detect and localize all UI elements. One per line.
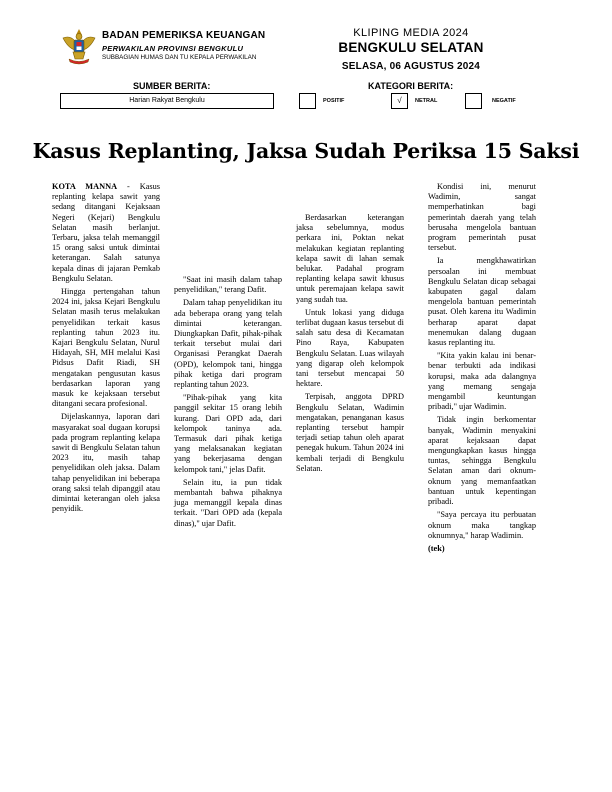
clipping-title: KLIPING MEDIA 2024 [353,27,469,39]
clipping-date: SELASA, 06 AGUSTUS 2024 [341,61,481,72]
organization-block [102,30,265,61]
category-neutral-checkbox: √ [391,93,408,109]
category-positive-checkbox [299,93,316,109]
article-signature: (tek) [428,543,445,553]
article-paragraph: "Pihak-pihak yang kita panggil sekitar 15 orang lebih kurang. Dari OPD ada, dari kelompok taninya ada. Termasuk dari pihak ketiga yang melaksanakan kegiatan yang bekerjasama dengan kelompok tani," jelas Dafit. [174,393,282,474]
article-headline: Kasus Replanting, Jaksa Sudah Periksa 15 Saksi [32,139,580,163]
category-positive-label: POSITIF [323,98,345,104]
clipping-region: BENGKULU SELATAN [338,40,484,55]
clipping-header [336,27,486,72]
article-paragraph: Tidak ingin berkomentar banyak, Wadimin menyakini aparat kejaksaan dapat mengungkapkan kasus hingga tuntas, sehingga Bengkulu Selatan aman dari oknum-oknum yang memanfaatkan bantuan untuk kepentingan pribadi. [428,415,536,507]
article-column-1 [52,182,160,518]
article-paragraph: Kondisi ini, menurut Wadimin, sangat memperhatinkan bagi pemerintah daerah yang telah berusaha mengelola bantuan program pemerintah pusat tersebut. [428,182,536,253]
org-subdivision: SUBBAGIAN HUMAS DAN TU KEPALA PERWAKILAN [102,54,257,61]
article-paragraph: "Saat ini masih dalam tahap penyelidikan," terang Dafit. [174,275,282,295]
article-dateline: KOTA MANNA [52,182,118,191]
source-label: SUMBER BERITA: [133,81,211,91]
article-paragraph: Untuk lokasi yang diduga terlibat dugaan kasus tersebut di salah satu desa di Kecamatan Pino Raya, Kabupaten Bengkulu Selatan. Luas wilayah yang digarap oleh kelompok tani tersebut mencapai 50 hektare. [296,307,404,389]
article-paragraph: "Kita yakin kalau ini benar-benar terbukti ada indikasi korupsi, maka ada dalangnya yang memang sengaja mengambil keuntungan pribadi," ujar Wadimin. [428,351,536,412]
category-neutral-label: NETRAL [415,98,438,104]
article-column-4 [428,182,536,557]
article-paragraph: Hingga pertengahan tahun 2024 ini, jaksa Kejari Bengkulu Selatan masih terus melakukan penyelidikan terkait kasus replanting tahun 2023 itu. Kajari Bengkulu Selatan, Nurul Hidayah, SH, MH melalui Kasi Pidsus Dafit Riadi, SH mengatakan pengusutan kasus berdasarkan laporan yang masuk ke kejaksaan tersebut ditangani secara profesional. [52,287,160,409]
article-paragraph: Dijelaskannya, laporan dari masyarakat soal dugaan korupsi pada program replanting kelapa sawit di Bengkulu Selatan tahun 2023 itu, masih tahap penyelidikan oleh jaksa. Dalam tahap penyelidikan ini beberapa orang saksi telah dipanggil atau dimintai keterangan oleh jaksa penyidik. [52,412,160,514]
article-paragraph: Berdasarkan keterangan jaksa sebelumnya, modus perkara ini, Poktan nekat melakukan kegiatan replanting kelapa sawit di lahan semak belukar. Padahal program replanting kelapa sawit khusus untuk peremajaan kelapa sawit yang sudah tua. [296,213,404,304]
source-value: Harian Rakyat Bengkulu [60,93,274,109]
article-paragraph [428,544,536,554]
org-branch: PERWAKILAN PROVINSI BENGKULU [102,44,244,53]
article-paragraph: KOTA MANNA - Kasus replanting kelapa sawit yang sedang ditangani Kejaksaan Negeri (Kejari) Bengkulu Selatan masih berlanjut. Terbaru, jaksa telah memanggil 15 orang saksi untuk dimintai keterangan. Salah satunya kepala dinas di jajaran Pemkab Bengkulu Selatan. [52,182,160,283]
article-paragraph: Dalam tahap penyelidikan itu ada beberapa orang yang telah dimintai keterangan. Diungkapkan Dafit, pihak-pihak terkait tersebut mulai dari Organisasi Perangkat Daerah (OPD), kelompok tani, hingga pihak ketiga dari program replanting tahun 2023. [174,298,282,390]
article-column-3 [296,213,404,477]
category-negative-label: NEGATIF [492,98,516,104]
article-column-2 [174,275,282,532]
org-name: BADAN PEMERIKSA KEUANGAN [102,30,266,41]
category-negative-checkbox [465,93,482,109]
article-paragraph: Selain itu, ia pun tidak membantah bahwa pihaknya juga memanggil kepala dinas terkait. "Dari OPD ada (kepala dinas)," ujar Dafit. [174,477,282,528]
category-label: KATEGORI BERITA: [368,81,454,91]
garuda-emblem-icon [60,26,98,66]
article-paragraph: Terpisah, anggota DPRD Bengkulu Selatan, Wadimin mengatakan, penanganan kasus replanting tersebut hampir terjadi setiap tahun oleh aparat penegak hukum. Tahun 2024 ini kembali terjadi di Bengkulu Selatan. [296,392,404,473]
article-paragraph: Ia mengkhawatirkan persoalan ini membuat Bengkulu Selatan dicap sebagai kabupaten gagal dalam mengelola bantuan pemerintah pusat. Oleh karena itu Wadimin berharap aparat dapat menemukan dalang dugaan kasus replanting itu. [428,256,536,348]
article-paragraph: "Saya percaya itu perbuatan oknum maka tangkap oknumnya," harap Wadimin. [428,510,536,540]
